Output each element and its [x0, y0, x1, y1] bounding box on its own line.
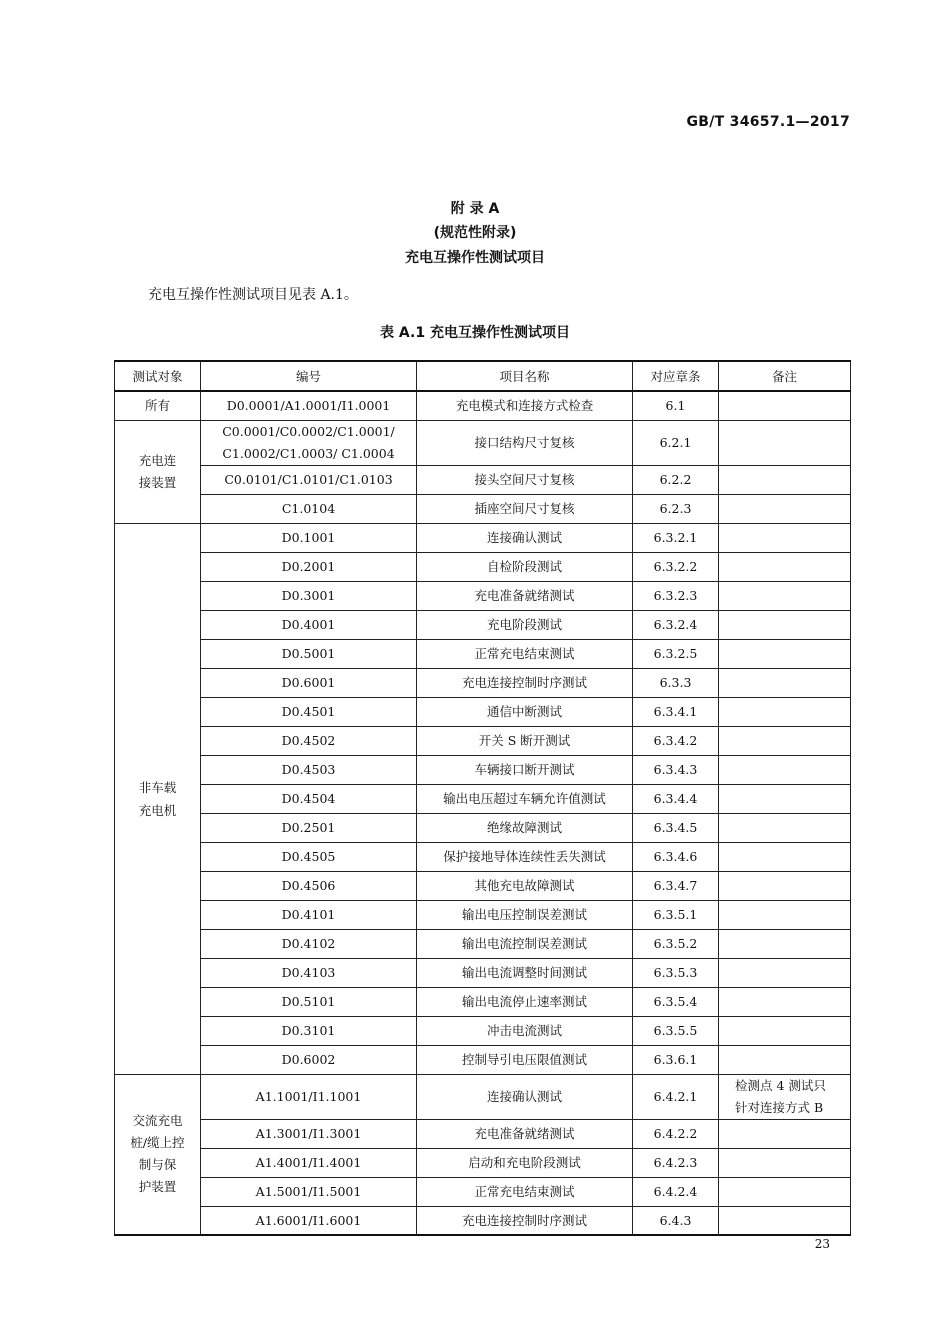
code-cell: C0.0101/C1.0101/C1.0103: [201, 465, 417, 494]
clause-cell: 6.3.5.3: [633, 958, 719, 987]
table-row: [115, 1016, 851, 1045]
clause-cell: 6.3.5.4: [633, 987, 719, 1016]
clause-cell: 6.3.4.4: [633, 784, 719, 813]
clause-cell: 6.4.2.2: [633, 1119, 719, 1148]
clause-cell: 6.3.5.2: [633, 929, 719, 958]
clause-cell: 6.3.2.4: [633, 610, 719, 639]
col-header-clause: 对应章条: [633, 361, 719, 391]
code-cell: D0.2001: [201, 552, 417, 581]
note-cell: [719, 1016, 851, 1045]
clause-cell: 6.2.3: [633, 494, 719, 523]
test-object-cell: 非车载 充电机: [115, 523, 201, 1074]
note-cell: [719, 900, 851, 929]
code-cell: D0.1001: [201, 523, 417, 552]
code-cell: D0.5101: [201, 987, 417, 1016]
clause-cell: 6.4.2.3: [633, 1148, 719, 1177]
table-row: [115, 610, 851, 639]
item-name-cell: 充电阶段测试: [417, 610, 633, 639]
code-cell: A1.1001/I1.1001: [201, 1074, 417, 1119]
appendix-type: (规范性附录): [433, 225, 517, 241]
code-cell: A1.3001/I1.3001: [201, 1119, 417, 1148]
clause-cell: 6.3.3: [633, 668, 719, 697]
code-cell: D0.6002: [201, 1045, 417, 1074]
item-name-cell: 保护接地导体连续性丢失测试: [417, 842, 633, 871]
clause-cell: 6.3.2.3: [633, 581, 719, 610]
code-cell: D0.4506: [201, 871, 417, 900]
table-row: [115, 1045, 851, 1074]
note-cell: [719, 581, 851, 610]
note-cell: [719, 755, 851, 784]
clause-cell: 6.3.4.6: [633, 842, 719, 871]
col-header-code: 编号: [201, 361, 417, 391]
item-name-cell: 输出电压控制误差测试: [417, 900, 633, 929]
table-row: [115, 900, 851, 929]
note-cell: [719, 1206, 851, 1235]
page-number: 23: [814, 1237, 830, 1251]
clause-cell: 6.3.2.5: [633, 639, 719, 668]
item-name-cell: 充电连接控制时序测试: [417, 668, 633, 697]
table-row: [115, 1119, 851, 1148]
item-name-cell: 充电模式和连接方式检查: [417, 391, 633, 420]
table-row: [115, 842, 851, 871]
note-cell: [719, 871, 851, 900]
note-cell: [719, 726, 851, 755]
note-cell: [719, 784, 851, 813]
item-name-cell: 通信中断测试: [417, 697, 633, 726]
note-cell: 检测点 4 测试只 针对连接方式 B: [719, 1074, 851, 1119]
col-header-object: 测试对象: [115, 361, 201, 391]
test-object-cell: 交流充电 桩/缆上控 制与保 护装置: [115, 1074, 201, 1235]
table-row: [115, 987, 851, 1016]
item-name-cell: 正常充电结束测试: [417, 1177, 633, 1206]
col-header-note: 备注: [719, 361, 851, 391]
test-items-table: [114, 360, 851, 1236]
code-cell: D0.4505: [201, 842, 417, 871]
code-cell: D0.6001: [201, 668, 417, 697]
code-cell: D0.4001: [201, 610, 417, 639]
note-cell: [719, 1119, 851, 1148]
note-cell: [719, 1148, 851, 1177]
clause-cell: 6.2.1: [633, 420, 719, 465]
note-cell: [719, 465, 851, 494]
clause-cell: 6.3.4.5: [633, 813, 719, 842]
clause-cell: 6.3.4.3: [633, 755, 719, 784]
clause-cell: 6.3.4.7: [633, 871, 719, 900]
note-cell: [719, 813, 851, 842]
item-name-cell: 输出电压超过车辆允许值测试: [417, 784, 633, 813]
col-header-name: 项目名称: [417, 361, 633, 391]
item-name-cell: 充电准备就绪测试: [417, 581, 633, 610]
item-name-cell: 连接确认测试: [417, 523, 633, 552]
code-cell: D0.4102: [201, 929, 417, 958]
item-name-cell: 输出电流停止速率测试: [417, 987, 633, 1016]
table-row: [115, 494, 851, 523]
table-row: [115, 871, 851, 900]
item-name-cell: 其他充电故障测试: [417, 871, 633, 900]
code-cell: D0.4504: [201, 784, 417, 813]
code-cell: D0.4501: [201, 697, 417, 726]
clause-cell: 6.3.5.5: [633, 1016, 719, 1045]
code-cell: D0.4502: [201, 726, 417, 755]
code-cell: D0.4103: [201, 958, 417, 987]
table-header-row: [115, 361, 851, 391]
note-cell: [719, 1045, 851, 1074]
item-name-cell: 绝缘故障测试: [417, 813, 633, 842]
item-name-cell: 充电连接控制时序测试: [417, 1206, 633, 1235]
item-name-cell: 输出电流控制误差测试: [417, 929, 633, 958]
table-row: [115, 813, 851, 842]
note-cell: [719, 494, 851, 523]
item-name-cell: 接头空间尺寸复核: [417, 465, 633, 494]
item-name-cell: 正常充电结束测试: [417, 639, 633, 668]
note-cell: [719, 929, 851, 958]
note-cell: [719, 668, 851, 697]
clause-cell: 6.1: [633, 391, 719, 420]
table-row: [115, 1148, 851, 1177]
note-cell: [719, 420, 851, 465]
table-row: [115, 697, 851, 726]
clause-cell: 6.3.2.2: [633, 552, 719, 581]
standard-number: GB/T 34657.1—2017: [686, 114, 850, 130]
code-cell: A1.6001/I1.6001: [201, 1206, 417, 1235]
item-name-cell: 启动和充电阶段测试: [417, 1148, 633, 1177]
note-cell: [719, 987, 851, 1016]
note-cell: [719, 391, 851, 420]
item-name-cell: 自检阶段测试: [417, 552, 633, 581]
table-row: [115, 523, 851, 552]
item-name-cell: 连接确认测试: [417, 1074, 633, 1119]
table-row: [115, 552, 851, 581]
table-row: [115, 668, 851, 697]
table-row: [115, 420, 851, 465]
table-row: [115, 581, 851, 610]
code-cell: D0.4101: [201, 900, 417, 929]
code-cell: D0.5001: [201, 639, 417, 668]
clause-cell: 6.4.3: [633, 1206, 719, 1235]
test-object-cell: 充电连 接装置: [115, 420, 201, 523]
clause-cell: 6.2.2: [633, 465, 719, 494]
table-row: [115, 391, 851, 420]
table-row: [115, 755, 851, 784]
table-row: [115, 726, 851, 755]
table-row: [115, 465, 851, 494]
table-caption: 表 A.1 充电互操作性测试项目: [380, 325, 570, 341]
clause-cell: 6.3.5.1: [633, 900, 719, 929]
code-cell: D0.0001/A1.0001/I1.0001: [201, 391, 417, 420]
item-name-cell: 开关 S 断开测试: [417, 726, 633, 755]
note-cell: [719, 639, 851, 668]
appendix-title: 附 录 A: [450, 201, 500, 217]
note-cell: [719, 1177, 851, 1206]
item-name-cell: 接口结构尺寸复核: [417, 420, 633, 465]
table-row: [115, 958, 851, 987]
code-cell: D0.3001: [201, 581, 417, 610]
item-name-cell: 冲击电流测试: [417, 1016, 633, 1045]
code-cell: C1.0104: [201, 494, 417, 523]
intro-text: 充电互操作性测试项目见表 A.1。: [148, 287, 358, 303]
table-row: [115, 1206, 851, 1235]
note-cell: [719, 697, 851, 726]
clause-cell: 6.3.2.1: [633, 523, 719, 552]
table-row: [115, 929, 851, 958]
clause-cell: 6.4.2.4: [633, 1177, 719, 1206]
item-name-cell: 控制导引电压限值测试: [417, 1045, 633, 1074]
code-cell: D0.2501: [201, 813, 417, 842]
note-cell: [719, 552, 851, 581]
note-cell: [719, 958, 851, 987]
clause-cell: 6.3.4.2: [633, 726, 719, 755]
table-row: [115, 1074, 851, 1119]
item-name-cell: 插座空间尺寸复核: [417, 494, 633, 523]
note-cell: [719, 842, 851, 871]
code-cell: D0.3101: [201, 1016, 417, 1045]
table-row: [115, 639, 851, 668]
table-row: [115, 784, 851, 813]
code-cell: C0.0001/C0.0002/C1.0001/ C1.0002/C1.0003/ C1.0004: [201, 420, 417, 465]
clause-cell: 6.3.6.1: [633, 1045, 719, 1074]
note-cell: [719, 610, 851, 639]
clause-cell: 6.3.4.1: [633, 697, 719, 726]
test-object-cell: 所有: [115, 391, 201, 420]
code-cell: A1.4001/I1.4001: [201, 1148, 417, 1177]
item-name-cell: 输出电流调整时间测试: [417, 958, 633, 987]
appendix-name: 充电互操作性测试项目: [405, 250, 545, 266]
code-cell: A1.5001/I1.5001: [201, 1177, 417, 1206]
code-cell: D0.4503: [201, 755, 417, 784]
note-cell: [719, 523, 851, 552]
item-name-cell: 充电准备就绪测试: [417, 1119, 633, 1148]
item-name-cell: 车辆接口断开测试: [417, 755, 633, 784]
table-row: [115, 1177, 851, 1206]
clause-cell: 6.4.2.1: [633, 1074, 719, 1119]
